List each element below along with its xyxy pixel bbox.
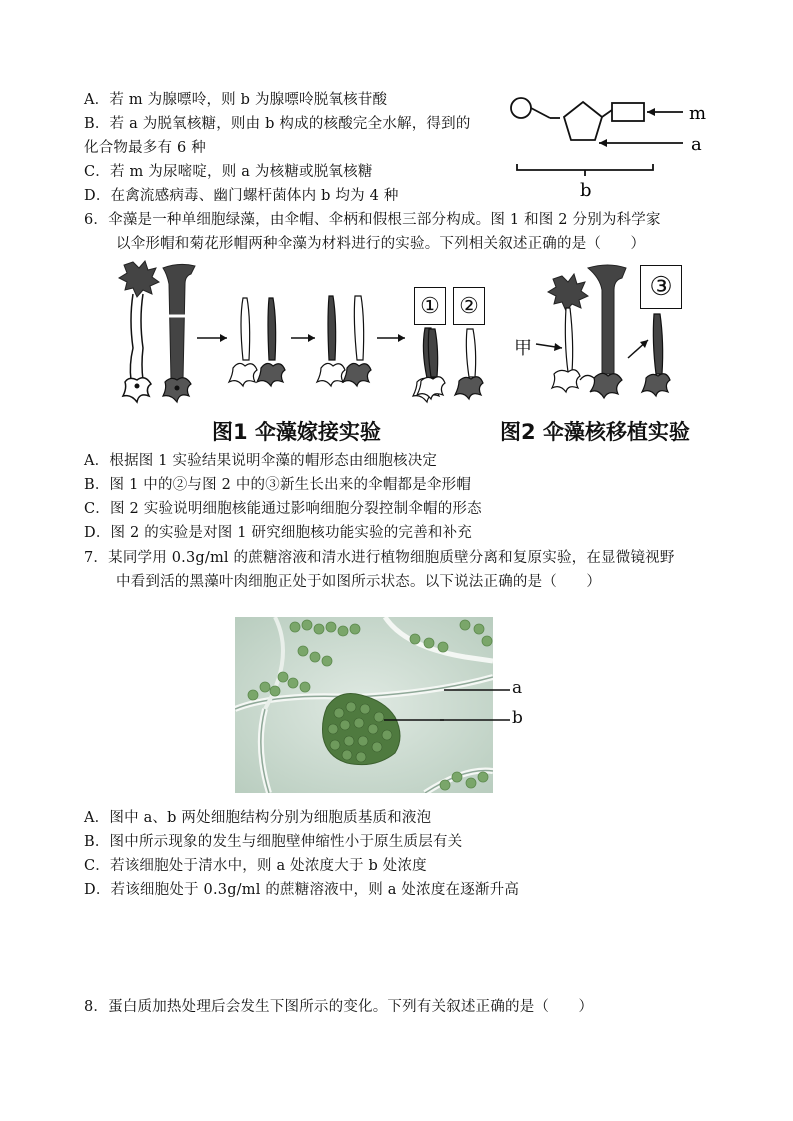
label-jia: 甲 (514, 338, 532, 359)
phosphate-circle (511, 98, 531, 118)
pointer-b-line (384, 710, 444, 730)
q7-stem-2: 中看到活的黑藻叶肉细胞正处于如图所示状态。以下说法正确的是（ ） (116, 574, 602, 590)
q7-option-d: D．若该细胞处于 0.3g/ml 的蔗糖溶液中，则 a 处浓度在逐渐升高 (84, 882, 520, 898)
q6-option-b: B．图 1 中的②与图 2 中的③新生长出来的伞帽都是伞形帽 (84, 477, 472, 493)
nucleotide-diagram (505, 90, 715, 202)
q8-stem: 8．蛋白质加热处理后会发生下图所示的变化。下列有关叙述正确的是（ ） (84, 999, 594, 1015)
micrograph-label-a: a (512, 678, 523, 698)
q7-option-b: B．图中所示现象的发生与细胞壁伸缩性小于原生质层有关 (84, 834, 463, 850)
q6-option-d: D．图 2 的实验是对图 1 研究细胞核功能实验的完善和补充 (84, 525, 473, 541)
q7-stem-1: 7．某同学用 0.3g/ml 的蔗糖溶液和清水进行植物细胞质壁分离和复原实验，在显微镜视野 (84, 550, 675, 566)
q5-option-b: B．若 a 为脱氧核糖，则由 b 构成的核酸完全水解，得到的 (84, 116, 471, 132)
base-rect (612, 103, 644, 121)
q7-option-c: C．若该细胞处于清水中，则 a 处浓度大于 b 处浓度 (84, 858, 427, 874)
cell-umbrella-cap (163, 264, 195, 402)
q5-option-d: D．在禽流感病毒、幽门螺杆菌体内 b 均为 4 种 (84, 188, 399, 204)
box-1: ① (414, 287, 446, 325)
q5-option-b-cont: 化合物最多有 6 种 (84, 140, 206, 156)
brace-b (517, 164, 653, 176)
q6-option-c: C．图 2 实验说明细胞核能通过影响细胞分裂控制伞帽的形态 (84, 501, 482, 517)
q7-option-a: A．图中 a、b 两处细胞结构分别为细胞质基质和液泡 (84, 810, 432, 826)
pentose-pentagon (564, 102, 602, 140)
figure-2-caption: 图2 伞藻核移植实验 (500, 420, 690, 444)
q6-stem-2: 以伞形帽和菊花形帽两种伞藻为材料进行的实验。下列相关叙述正确的是（ ） (116, 236, 646, 252)
label-m: m (689, 103, 707, 124)
box-3: ③ (640, 265, 682, 309)
box-2: ② (453, 287, 485, 325)
cell-chrysanthemum-cap (119, 261, 159, 402)
figure-1-grafting (115, 260, 445, 410)
micrograph-label-b: b (512, 708, 523, 728)
q5-option-c: C．若 m 为尿嘧啶，则 a 为核糖或脱氧核糖 (84, 164, 373, 180)
q6-stem-1: 6．伞藻是一种单细胞绿藻，由伞帽、伞柄和假根三部分构成。图 1 和图 2 分别为科学家 (84, 212, 661, 228)
figure-1-caption: 图1 伞藻嫁接实验 (212, 420, 381, 444)
label-a: a (691, 134, 702, 155)
label-b: b (580, 180, 592, 201)
micrograph-pointers (440, 680, 540, 730)
q6-option-a: A．根据图 1 实验结果说明伞藻的帽形态由细胞核决定 (84, 453, 438, 469)
q5-option-a: A．若 m 为腺嘌呤，则 b 为腺嘌呤脱氧核苷酸 (84, 92, 388, 108)
figure-1-results (415, 325, 495, 405)
